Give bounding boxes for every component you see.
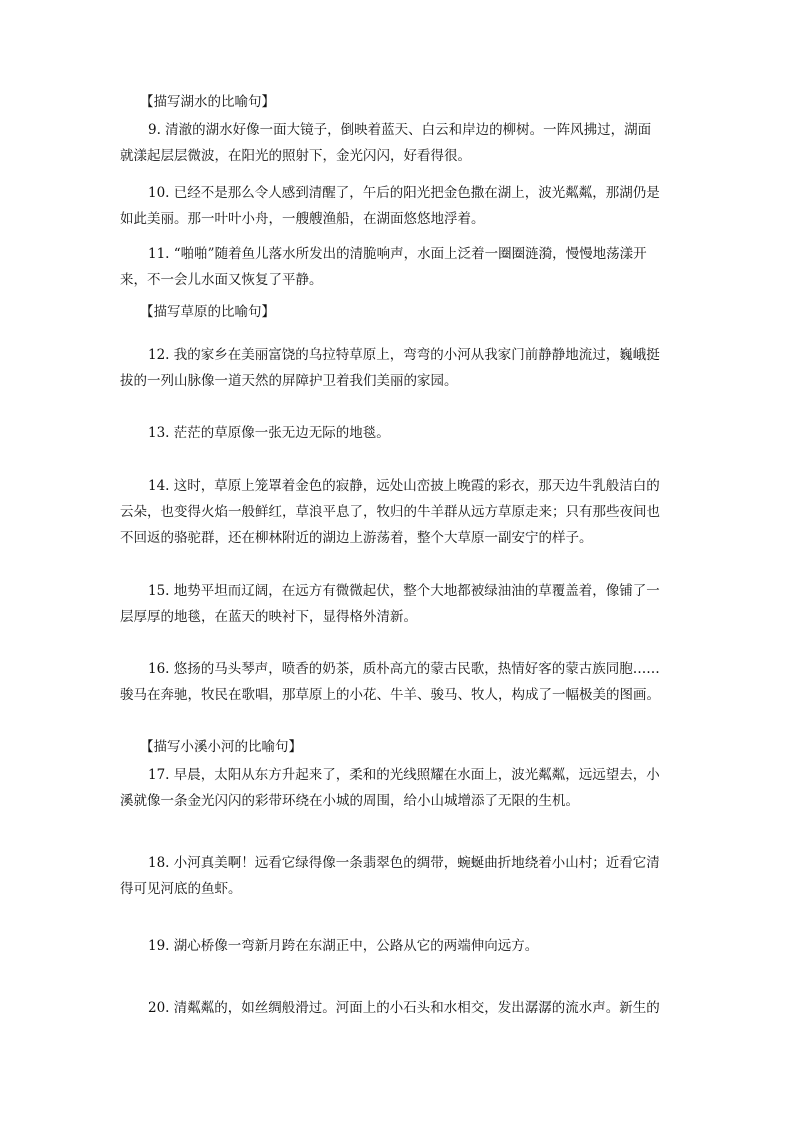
paragraph-line: 云朵，也变得火焰一般鲜红，草浪平息了，牧归的牛羊群从远方草原走来；只有那些夜间也: [120, 504, 660, 520]
paragraph-17: [120, 762, 676, 814]
paragraph-9: [120, 117, 676, 169]
paragraph-line: 17. 早晨，太阳从东方升起来了，柔和的光线照耀在水面上，波光粼粼，远远望去，小: [148, 767, 660, 783]
paragraph-13: [120, 420, 676, 446]
paragraph-line: 15. 地势平坦而辽阔，在远方有微微起伏，整个大地都被绿油油的草覆盖着，像铺了一: [148, 583, 660, 599]
paragraph-line: 11. “啪啪”随着鱼儿落水所发出的清脆响声，水面上泛着一圈圈涟漪，慢慢地荡漾开: [148, 246, 647, 262]
paragraph-line: 20. 清粼粼的，如丝绸般滑过。河面上的小石头和水相交，发出潺潺的流水声。新生的: [148, 1000, 660, 1016]
paragraph-line: 19. 湖心桥像一弯新月跨在东湖正中，公路从它的两端伸向远方。: [148, 938, 539, 954]
paragraph-line: 10. 已经不是那么令人感到清醒了，午后的阳光把金色撒在湖上，波光粼粼，那湖仍是: [148, 185, 660, 201]
paragraph-line: 骏马在奔驰，牧民在歌唱，那草原上的小花、牛羊、骏马、牧人，构成了一幅极美的图画。: [120, 687, 660, 703]
paragraph-line: 就漾起层层微波，在阳光的照射下，金光闪闪，好看得很。: [120, 148, 471, 164]
section-heading-lake: 【描写湖水的比喻句】: [140, 94, 275, 110]
paragraph-line: 13. 茫茫的草原像一张无边无际的地毯。: [148, 425, 390, 441]
paragraph-line: 溪就像一条金光闪闪的彩带环绕在小城的周围，给小山城增添了无限的生机。: [120, 793, 579, 809]
paragraph-18: [120, 850, 676, 902]
paragraph-15: [120, 578, 676, 630]
paragraph-19: [120, 933, 676, 959]
section-heading-stream: 【描写小溪小河的比喻句】: [140, 739, 302, 755]
paragraph-12: [120, 342, 676, 394]
paragraph-14: [120, 473, 676, 551]
section-heading-grassland: 【描写草原的比喻句】: [140, 304, 275, 320]
paragraph-line: 9. 清澈的湖水好像一面大镜子，倒映着蓝天、白云和岸边的柳树。一阵风拂过，湖面: [148, 122, 652, 138]
paragraph-line: 拔的一列山脉像一道天然的屏障护卫着我们美丽的家园。: [120, 373, 458, 389]
paragraph-line: 如此美丽。那一叶叶小舟，一艘艘渔船，在湖面悠悠地浮着。: [120, 211, 485, 227]
paragraph-line: 14. 这时，草原上笼罩着金色的寂静，远处山峦披上晚霞的彩衣，那天边牛乳般洁白的: [148, 478, 660, 494]
paragraph-line: 16. 悠扬的马头琴声，喷香的奶茶，质朴高亢的蒙古民歌，热情好客的蒙古族同胞……: [148, 661, 660, 677]
paragraph-line: 18. 小河真美啊！远看它绿得像一条翡翠色的绸带，蜿蜒曲折地绕着小山村；近看它清: [148, 855, 660, 871]
paragraph-16: [120, 656, 676, 708]
paragraph-line: 12. 我的家乡在美丽富饶的乌拉特草原上，弯弯的小河从我家门前静静地流过，巍峨挺: [148, 347, 660, 363]
paragraph-10: [120, 180, 676, 232]
paragraph-line: 得可见河底的鱼虾。: [120, 881, 242, 897]
paragraph-11: [120, 241, 676, 293]
paragraph-20: [120, 995, 676, 1021]
paragraph-line: 层厚厚的地毯，在蓝天的映衬下，显得格外清新。: [120, 609, 417, 625]
paragraph-line: 来，不一会儿水面又恢复了平静。: [120, 272, 323, 288]
paragraph-line: 不回返的骆驼群，还在柳林附近的湖边上游荡着，整个大草原一副安宁的样子。: [120, 530, 593, 546]
